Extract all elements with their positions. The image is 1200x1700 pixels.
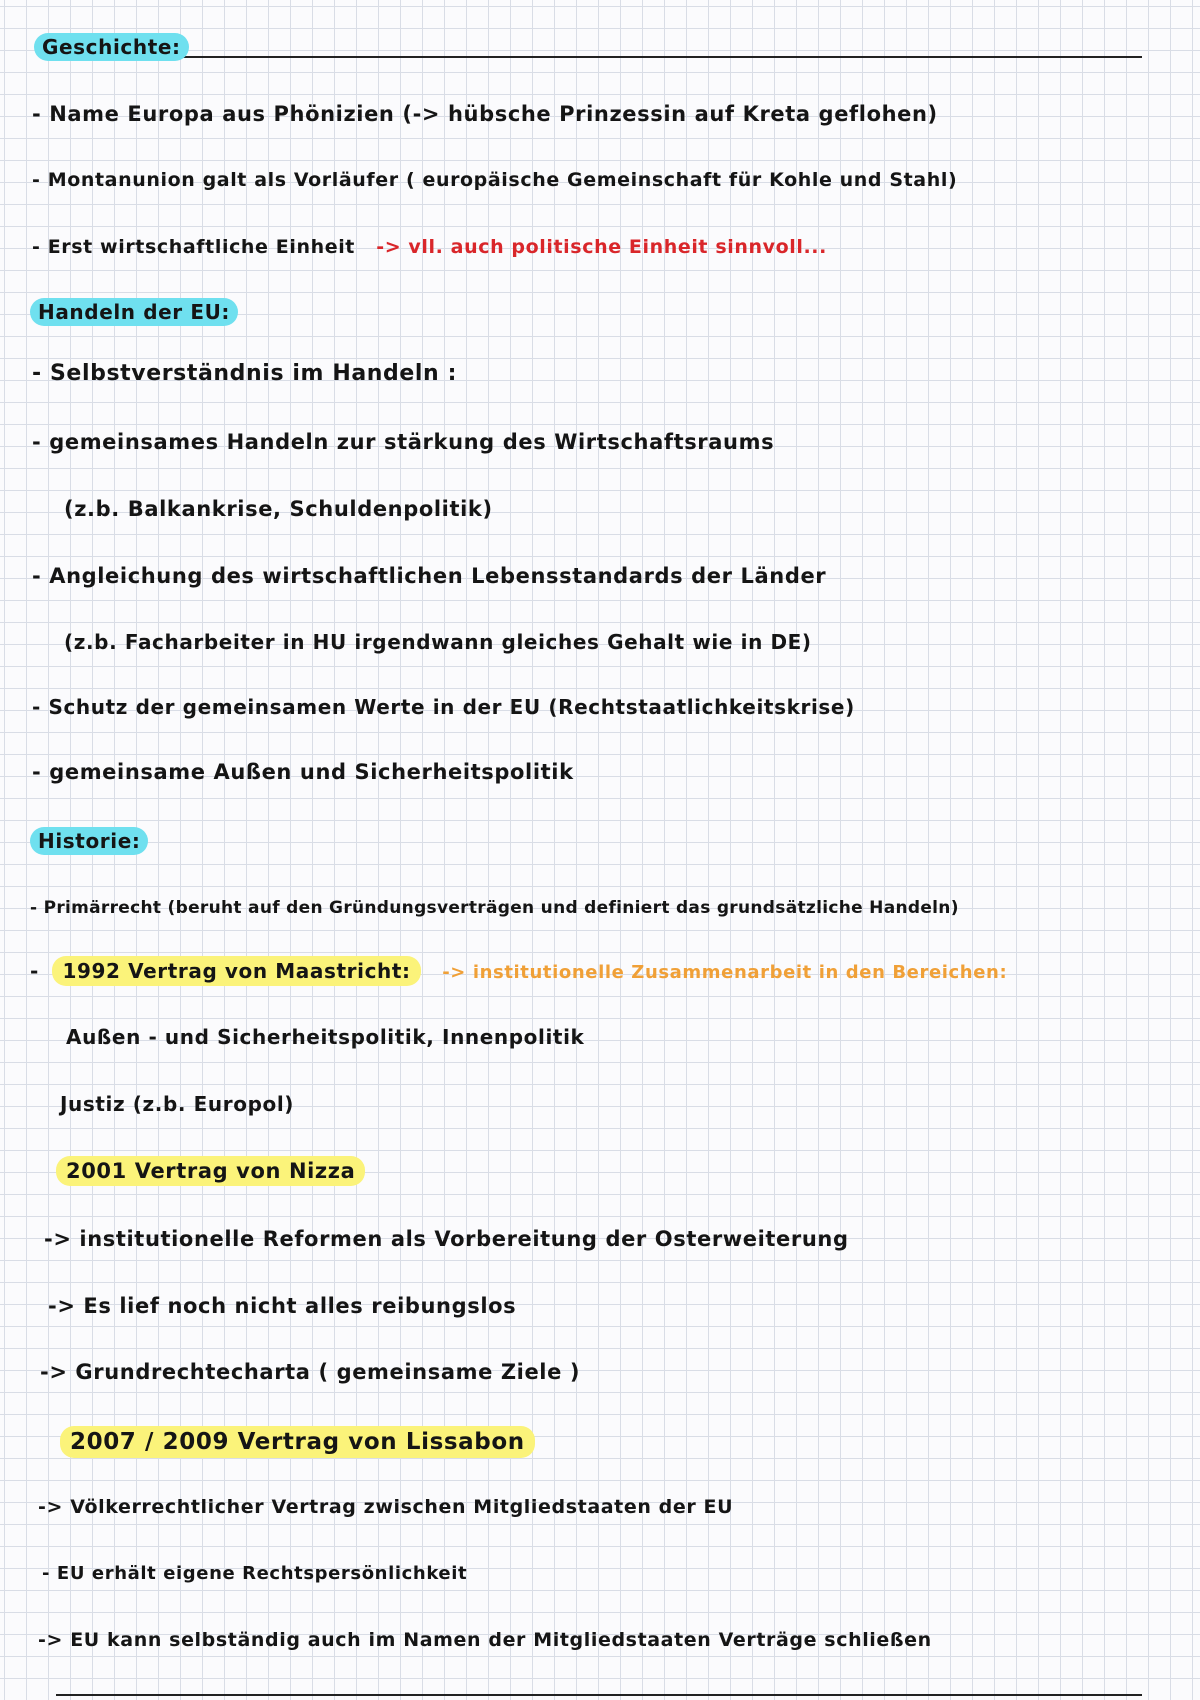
handeln-line-1: - Selbstverständnis im Handeln :: [32, 361, 457, 386]
geschichte-line-3: - Erst wirtschaftliche Einheit: [32, 236, 355, 258]
historie-line-2-dash: -: [30, 959, 39, 983]
handeln-line-5: (z.b. Facharbeiter in HU irgendwann gleiches Gehalt wie in DE): [64, 630, 812, 654]
historie-line-12: -> EU kann selbständig auch im Namen der Mitgliedstaaten Verträge schließen: [38, 1629, 932, 1651]
heading-historie: Historie:: [30, 827, 148, 855]
historie-maastricht: 1992 Vertrag von Maastricht:: [52, 956, 420, 986]
historie-lissabon: 2007 / 2009 Vertrag von Lissabon: [60, 1426, 535, 1458]
historie-line-4: Justiz (z.b. Europol): [60, 1092, 295, 1116]
geschichte-line-1: - Name Europa aus Phönizien (-> hübsche Prinzessin auf Kreta geflohen): [32, 102, 938, 126]
historie-line-11: - EU erhält eigene Rechtspersönlichkeit: [42, 1563, 468, 1584]
historie-line-8: -> Grundrechtecharta ( gemeinsame Ziele ): [40, 1360, 581, 1384]
historie-line-1: - Primärrecht (beruht auf den Gründungsverträgen und definiert das grundsätzliche Handeln): [30, 898, 959, 918]
historie-line-3: Außen - und Sicherheitspolitik, Innenpolitik: [66, 1025, 585, 1049]
historie-line-2-orange: -> institutionelle Zusammenarbeit in den Bereichen:: [442, 962, 1008, 983]
geschichte-line-3-red: -> vll. auch politische Einheit sinnvoll...: [376, 236, 827, 258]
handeln-line-7: - gemeinsame Außen und Sicherheitspolitik: [32, 760, 574, 784]
historie-nizza: 2001 Vertrag von Nizza: [56, 1156, 365, 1186]
geschichte-line-2: - Montanunion galt als Vorläufer ( europäische Gemeinschaft für Kohle und Stahl): [32, 169, 958, 191]
handeln-line-2: - gemeinsames Handeln zur stärkung des Wirtschaftsraums: [32, 430, 775, 454]
historie-line-6: -> institutionelle Reformen als Vorbereitung der Osterweiterung: [44, 1227, 849, 1251]
handeln-line-6: - Schutz der gemeinsamen Werte in der EU (Rechtstaatlichkeitskrise): [32, 695, 855, 719]
historie-line-7: -> Es lief noch nicht alles reibungslos: [48, 1294, 517, 1318]
handeln-line-4: - Angleichung des wirtschaftlichen Lebensstandards der Länder: [32, 564, 827, 588]
handeln-line-3: (z.b. Balkankrise, Schuldenpolitik): [64, 497, 493, 521]
heading-geschichte: Geschichte:: [34, 33, 189, 61]
bottom-rule: [56, 1694, 1142, 1696]
historie-line-10: -> Völkerrechtlicher Vertrag zwischen Mitgliedstaaten der EU: [38, 1496, 734, 1518]
top-rule: [170, 56, 1142, 58]
heading-handeln: Handeln der EU:: [30, 298, 238, 326]
